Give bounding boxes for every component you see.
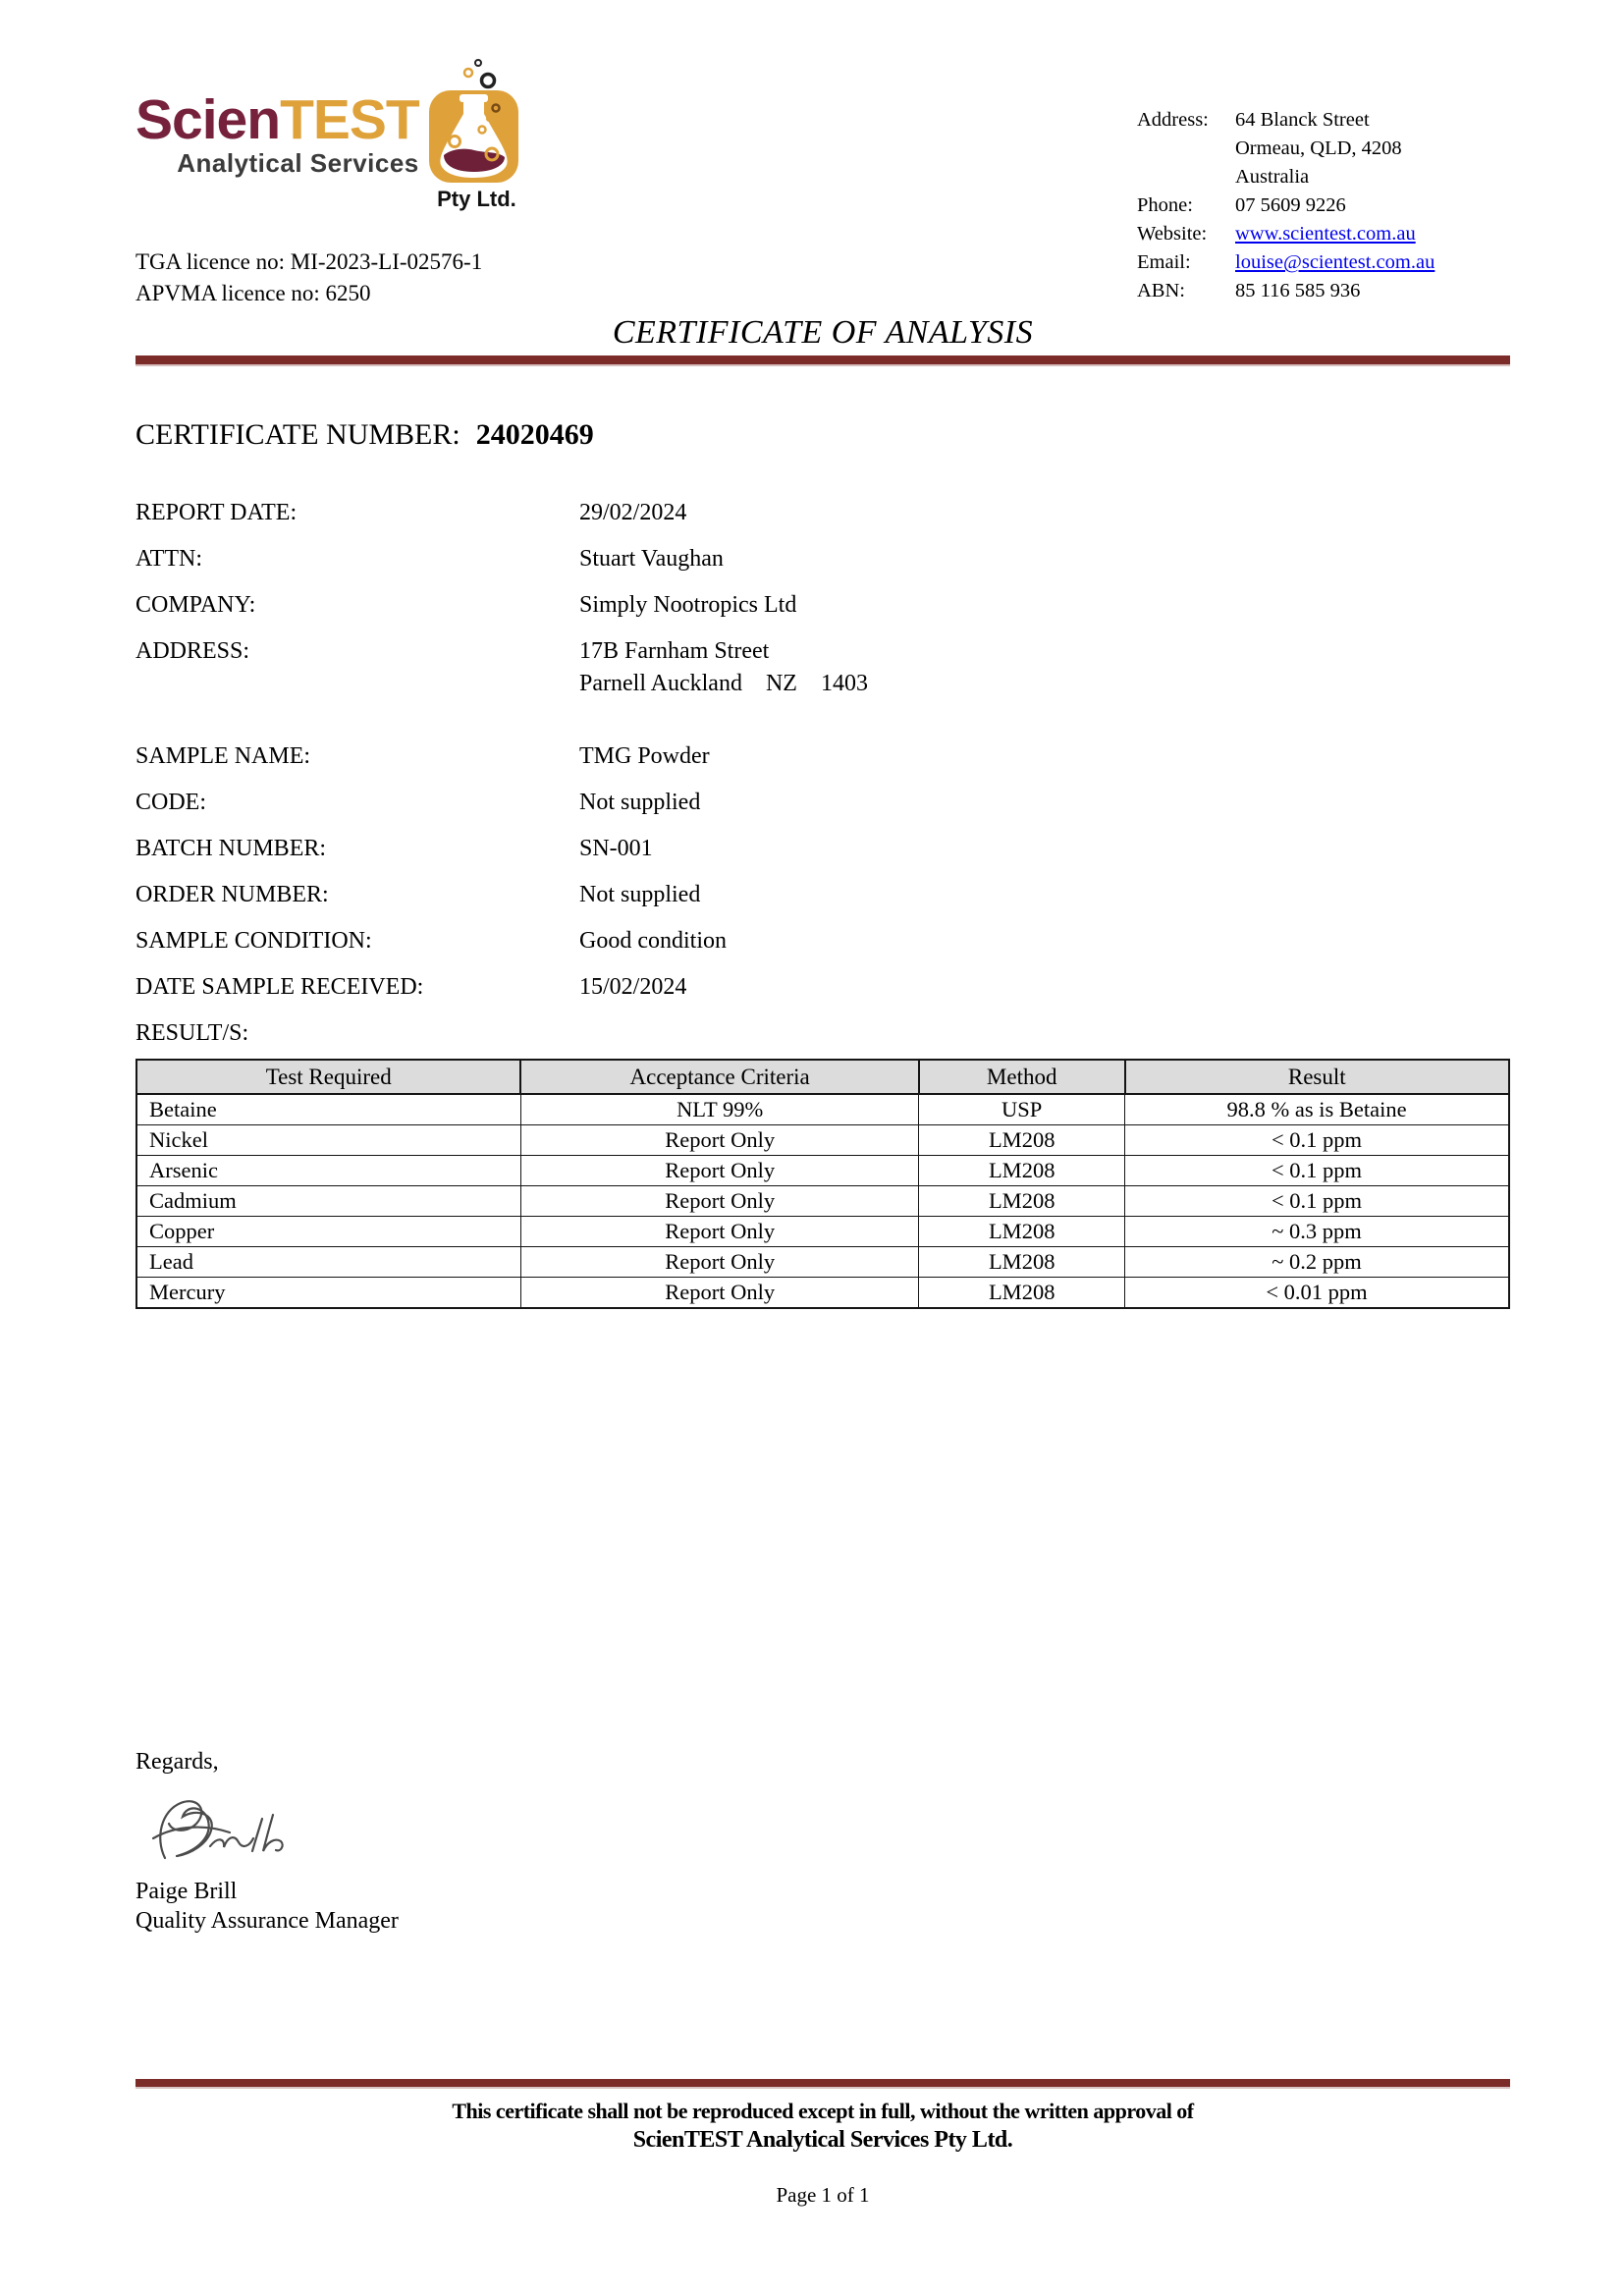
field-sample-condition (135, 927, 1510, 955)
footer-rule (135, 2079, 1510, 2089)
field-label (135, 670, 579, 697)
field-date-sample-received (135, 973, 1510, 1001)
field-value: Good condition (579, 928, 727, 954)
cell-test-name: Betaine (136, 1094, 520, 1125)
cell-method: USP (919, 1094, 1125, 1125)
field-value: Not supplied (579, 790, 701, 815)
column-header-acceptance-criteria: Acceptance Criteria (520, 1060, 918, 1094)
field-label: SAMPLE NAME: (135, 743, 311, 769)
field-label: RESULT/S: (135, 1020, 249, 1046)
field-code (135, 789, 1510, 816)
field-sample-name (135, 742, 1510, 770)
contact-website-row (1137, 220, 1510, 248)
table-row (136, 1217, 1509, 1247)
signatory-role: Quality Assurance Manager (135, 1908, 399, 1934)
contact-address-row (1137, 135, 1510, 163)
cell-acceptance: Report Only (520, 1125, 918, 1156)
cell-test-name: Copper (136, 1217, 520, 1247)
contact-block (1137, 106, 1510, 305)
cell-result: ~ 0.2 ppm (1125, 1247, 1509, 1278)
footer (135, 2079, 1510, 2208)
cell-result: 98.8 % as is Betaine (1125, 1094, 1509, 1125)
contact-address-row (1137, 106, 1510, 135)
field-value: 15/02/2024 (579, 974, 687, 1000)
field-value: 17B Farnham Street (579, 638, 770, 664)
certificate-number-label: CERTIFICATE NUMBER: (135, 418, 460, 451)
contact-label: Website: (1137, 223, 1208, 245)
contact-label (1137, 135, 1235, 163)
table-header-row (136, 1060, 1509, 1094)
table-row (136, 1186, 1509, 1217)
field-order-number (135, 881, 1510, 908)
cell-method: LM208 (919, 1156, 1125, 1186)
field-report-date (135, 499, 1510, 526)
contact-value: 85 116 585 936 (1235, 280, 1361, 301)
certificate-number-value: 24020469 (475, 418, 594, 451)
flask-icon (427, 57, 520, 185)
apvma-licence: APVMA licence no: 6250 (135, 281, 371, 305)
contact-value: Ormeau, QLD, 4208 (1235, 137, 1402, 159)
contact-phone-row (1137, 191, 1510, 220)
field-batch-number (135, 835, 1510, 862)
field-value: TMG Powder (579, 743, 710, 769)
cell-acceptance: Report Only (520, 1156, 918, 1186)
field-value: Simply Nootropics Ltd (579, 592, 797, 618)
field-label: SAMPLE CONDITION: (135, 928, 372, 954)
certificate-number-line (135, 417, 1510, 453)
website-link[interactable]: www.scientest.com.au (1235, 223, 1416, 245)
contact-value: Australia (1235, 166, 1310, 188)
signoff-block (135, 1749, 1510, 1936)
cell-result: < 0.1 ppm (1125, 1186, 1509, 1217)
field-company (135, 591, 1510, 619)
contact-label: Address: (1137, 109, 1209, 131)
cell-result: < 0.1 ppm (1125, 1156, 1509, 1186)
contact-label: ABN: (1137, 280, 1185, 301)
field-attn (135, 545, 1510, 573)
title-rule (135, 355, 1510, 366)
field-label: BATCH NUMBER: (135, 836, 327, 861)
field-address (135, 637, 1510, 665)
table-row (136, 1156, 1509, 1186)
contact-abn-row (1137, 277, 1510, 305)
field-value: Stuart Vaughan (579, 546, 724, 572)
cell-acceptance: NLT 99% (520, 1094, 918, 1125)
cell-result: ~ 0.3 ppm (1125, 1217, 1509, 1247)
cell-method: LM208 (919, 1186, 1125, 1217)
field-value: Parnell Auckland NZ 1403 (579, 671, 868, 696)
logo-text-test: TEST (280, 88, 419, 151)
contact-label: Email: (1137, 251, 1191, 273)
cell-acceptance: Report Only (520, 1217, 918, 1247)
contact-label (1137, 163, 1235, 191)
page-number: Page 1 of 1 (776, 2183, 870, 2207)
footer-disclaimer-line2: ScienTEST Analytical Services Pty Ltd. (632, 2127, 1013, 2153)
field-value: Not supplied (579, 882, 701, 907)
page-title: CERTIFICATE OF ANALYSIS (612, 314, 1034, 351)
table-row (136, 1247, 1509, 1278)
cell-result: < 0.1 ppm (1125, 1125, 1509, 1156)
field-label: ORDER NUMBER: (135, 882, 329, 907)
table-row (136, 1125, 1509, 1156)
cell-acceptance: Report Only (520, 1278, 918, 1309)
field-label: REPORT DATE: (135, 500, 298, 525)
email-link[interactable]: louise@scientest.com.au (1235, 251, 1435, 273)
cell-test-name: Arsenic (136, 1156, 520, 1186)
table-row (136, 1278, 1509, 1309)
detail-fields (135, 499, 1510, 1047)
field-label: DATE SAMPLE RECEIVED: (135, 974, 424, 1000)
signatory-name: Paige Brill (135, 1879, 238, 1904)
signature-image (147, 1787, 353, 1871)
cell-test-name: Cadmium (136, 1186, 520, 1217)
cell-method: LM208 (919, 1217, 1125, 1247)
field-label: CODE: (135, 790, 206, 815)
logo-pty-ltd: Pty Ltd. (437, 187, 516, 211)
field-address-line2 (135, 670, 1510, 697)
regards-text: Regards, (135, 1749, 219, 1775)
tga-licence: TGA licence no: MI-2023-LI-02576-1 (135, 249, 483, 274)
field-label: ATTN: (135, 546, 202, 572)
results-table (135, 1059, 1510, 1309)
cell-acceptance: Report Only (520, 1186, 918, 1217)
logo-text-scien: Scien (135, 88, 281, 151)
cell-result: < 0.01 ppm (1125, 1278, 1509, 1309)
logo-subtitle: Analytical Services (177, 148, 419, 178)
column-header-method: Method (919, 1060, 1125, 1094)
field-label: ADDRESS: (135, 638, 250, 664)
field-value: 29/02/2024 (579, 500, 687, 525)
contact-label: Phone: (1137, 194, 1193, 216)
footer-disclaimer-line1: This certificate shall not be reproduced except in full, without the written approval of (452, 2099, 1194, 2123)
cell-test-name: Lead (136, 1247, 520, 1278)
column-header-result: Result (1125, 1060, 1509, 1094)
field-label: COMPANY: (135, 592, 256, 618)
contact-value: 64 Blanck Street (1235, 109, 1370, 131)
contact-value: 07 5609 9226 (1235, 194, 1346, 216)
table-row (136, 1094, 1509, 1125)
cell-method: LM208 (919, 1125, 1125, 1156)
field-value: SN-001 (579, 836, 653, 861)
field-results-heading (135, 1019, 1510, 1047)
cell-method: LM208 (919, 1247, 1125, 1278)
cell-acceptance: Report Only (520, 1247, 918, 1278)
contact-email-row (1137, 248, 1510, 277)
column-header-test-required: Test Required (136, 1060, 520, 1094)
logo-wordmark (135, 88, 419, 151)
cell-method: LM208 (919, 1278, 1125, 1309)
cell-test-name: Mercury (136, 1278, 520, 1309)
company-logo (135, 57, 520, 212)
contact-address-row (1137, 163, 1510, 191)
cell-test-name: Nickel (136, 1125, 520, 1156)
